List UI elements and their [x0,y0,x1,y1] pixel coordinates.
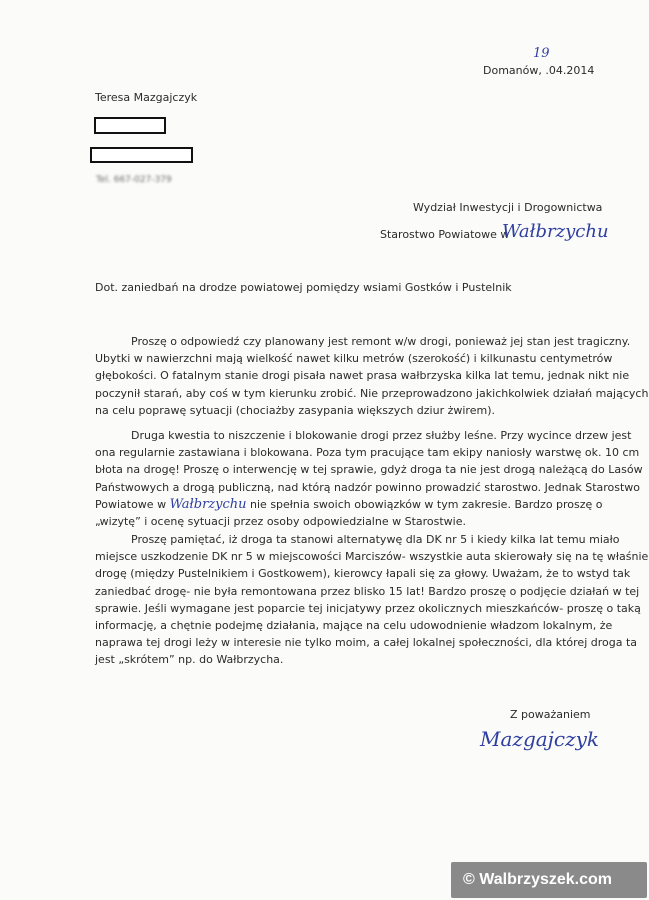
paragraph-text: Powiatowe w [95,497,167,511]
paragraph-line: jest „skrótem” np. do Wałbrzycha. [95,653,284,667]
closing-greeting: Z poważaniem [510,708,591,721]
paragraph-line: Proszę pamiętać, iż droga ta stanowi alternatywę dla DK nr 5 i kiedy kilka lat temu miało [131,533,620,546]
phone-blurred: Tel. 667-027-379 [96,175,172,185]
paragraph-line: zaniedbać drogę- nie była remontowana przez blisko 15 lat! Bardzo proszę o podjęcie działań w tej [95,584,640,598]
paragraph-line: Proszę o odpowiedź czy planowany jest remont w/w drogi, ponieważ jej stan jest tragiczny. [131,335,631,348]
paragraph-line: błota na drogę! Proszę o interwencję w tej sprawie, gdyż droga ta nie jest drogą należącą do Lasów [95,463,643,477]
paragraph-line: informację, a chętnie podejmę działania, mające na celu udowodnienie władzom lokalnym, że [95,619,613,633]
paragraph-line: sprawie. Jeśli wymagane jest poparcie tej inicjatywy przez okolicznych mieszkańców- proszę o taką [95,601,641,615]
handwritten-city-inline: Wałbrzychu [169,496,247,512]
redacted-address-line-2 [90,147,193,163]
paragraph-text: nie spełnia swoich obowiązków w tym zakresie. Bardzo proszę o [246,497,603,511]
subject-line: Dot. zaniedbań na drodze powiatowej pomiędzy wsiami Gostków i Pustelnik [95,281,512,294]
paragraph-line: Ubytki w nawierzchni mają wielkość nawet kilku metrów (szerokość) i kilkunastu centymetrów [95,352,613,366]
paragraph-line: miejsce uszkodzenie DK nr 5 w miejscowości Marciszów- wszystkie auta skierowały się na tę właśnie [95,550,649,564]
paragraph-line: drogę (między Pustelnikiem i Gostkowem), kierowcy łapali się za głowy. Uważam, że to wstyd tak [95,567,631,581]
watermark-badge [451,862,647,898]
paragraph-3 [95,531,649,669]
paragraph-1 [95,333,649,419]
sender-name: Teresa Mazgajczyk [95,91,198,104]
signature: Mazgajczyk [480,727,600,751]
recipient-city-handwritten: Wałbrzychu [502,221,609,242]
paragraph-line: ona regularnie zastawiana i blokowana. Poza tym pracujące tam ekipy naniosły warstwę ok. 10 cm [95,446,640,460]
paragraph-line: poczynił starań, aby coś w tym kierunku zrobić. Nie przeprowadzono jakichkolwiek działań mających [95,386,649,400]
watermark-text: © Walbrzyszek.com [463,871,613,888]
paragraph-2 [95,427,643,530]
handwritten-day: 19 [533,46,550,61]
paragraph-line: „wizytę” i ocenę sytuacji przez osoby odpowiedzialne w Starostwie. [95,515,467,529]
paragraph-line: głębokości. O fatalnym stanie drogi pisała nawet prasa wałbrzyska kilka lat temu, jednak nikt nie [95,369,630,383]
recipient-office: Starostwo Powiatowe w [380,228,510,241]
paragraph-line: naprawa tej drogi leży w interesie nie tylko moim, a całej lokalnej społeczności, dla której droga ta [95,636,638,650]
redacted-address-line-1 [94,117,166,134]
paragraph-line: na celu poprawę sytuacji (chociażby zasypania większych dziur żwirem). [95,403,495,417]
paragraph-line [95,496,603,513]
place-date: Domanów, .04.2014 [483,64,595,77]
paragraph-line: Państwowych a drogą publiczną, nad którą nadzór powinno prowadzić starostwo. Jednak Starostwo [95,480,641,494]
recipient-department: Wydział Inwestycji i Drogownictwa [413,201,603,214]
paragraph-line: Druga kwestia to niszczenie i blokowanie drogi przez służby leśne. Przy wycince drzew jest [131,429,632,442]
